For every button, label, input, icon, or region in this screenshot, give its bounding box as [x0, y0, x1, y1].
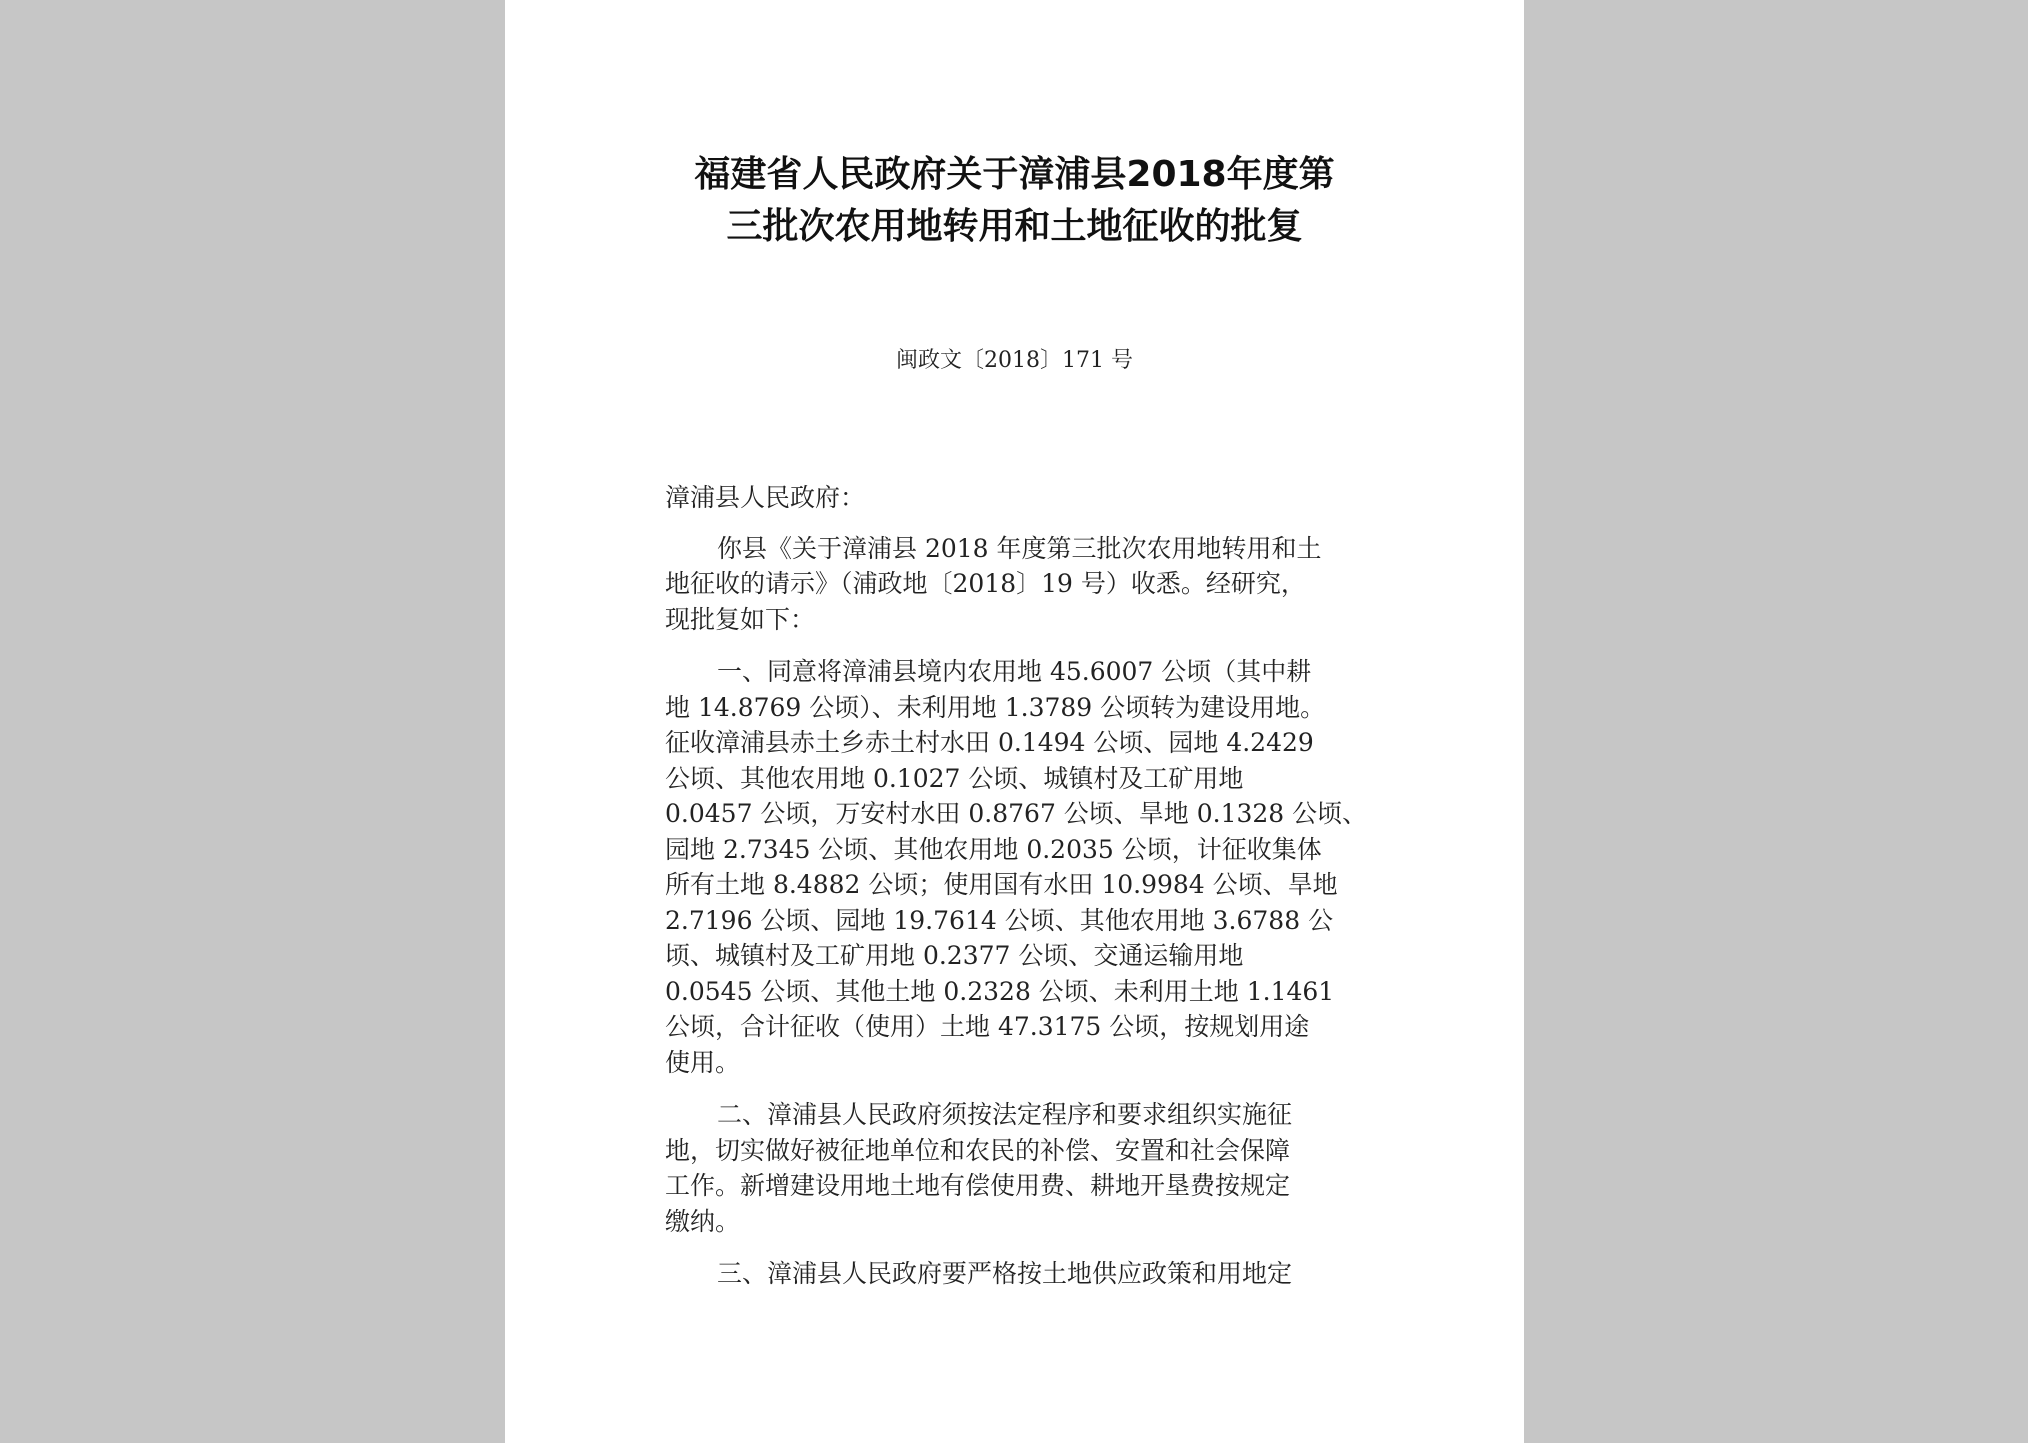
text-line: 工作。新增建设用地土地有偿使用费、耕地开垦费按规定 [665, 1171, 1291, 1200]
text-line: 地征收的请示》（浦政地〔2018〕19 号）收悉。经研究， [665, 569, 1306, 598]
text-line: 三、漳浦县人民政府要严格按土地供应政策和用地定 [717, 1259, 1293, 1288]
text-line: 0.0457 公顷，万安村水田 0.8767 公顷、旱地 0.1328 公顷、 [665, 799, 1368, 828]
text-line: 园地 2.7345 公顷、其他农用地 0.2035 公顷，计征收集体 [665, 834, 1322, 864]
document-title [505, 149, 1524, 253]
text-line: 你县《关于漳浦县 2018 年度第三批次农用地转用和土 [717, 533, 1322, 563]
text-line: 现批复如下： [665, 604, 816, 634]
text-line: 顷、城镇村及工矿用地 0.2377 公顷、交通运输用地 [665, 941, 1244, 970]
paragraph-item-2 [665, 1097, 1405, 1239]
text-line: 缴纳。 [665, 1206, 741, 1236]
document-number: 闽政文〔2018〕171 号 [896, 348, 1133, 373]
text-line: 地，切实做好被征地单位和农民的补偿、安置和社会保障 [665, 1135, 1291, 1165]
text-line: 所有土地 8.4882 公顷；使用国有水田 10.9984 公顷、旱地 [665, 870, 1338, 899]
paragraph-item-3 [665, 1256, 1405, 1292]
text-line: 一、同意将漳浦县境内农用地 45.6007 公顷（其中耕 [717, 657, 1312, 686]
document-body [665, 480, 1405, 1309]
title-line: 三批次农用地转用和土地征收的批复 [726, 206, 1303, 247]
title-line: 福建省人民政府关于漳浦县2018年度第 [694, 154, 1335, 195]
text-line: 地 14.8769 公顷）、未利用地 1.3789 公顷转为建设用地。 [665, 692, 1326, 722]
paragraph-item-1 [665, 654, 1405, 1080]
text-line: 征收漳浦县赤土乡赤土村水田 0.1494 公顷、园地 4.2429 [665, 728, 1314, 757]
paragraph-intro [665, 531, 1405, 638]
text-line: 使用。 [665, 1047, 741, 1077]
text-line: 二、漳浦县人民政府须按法定程序和要求组织实施征 [717, 1100, 1293, 1129]
document-page [505, 0, 1524, 1443]
salutation: 漳浦县人民政府： [665, 483, 866, 512]
text-line: 公顷，合计征收（使用）土地 47.3175 公顷，按规划用途 [665, 1012, 1310, 1041]
text-line: 公顷、其他农用地 0.1027 公顷、城镇村及工矿用地 [665, 763, 1244, 793]
text-line: 0.0545 公顷、其他土地 0.2328 公顷、未利用土地 1.1461 [665, 976, 1335, 1006]
text-line: 2.7196 公顷、园地 19.7614 公顷、其他农用地 3.6788 公 [665, 905, 1334, 935]
